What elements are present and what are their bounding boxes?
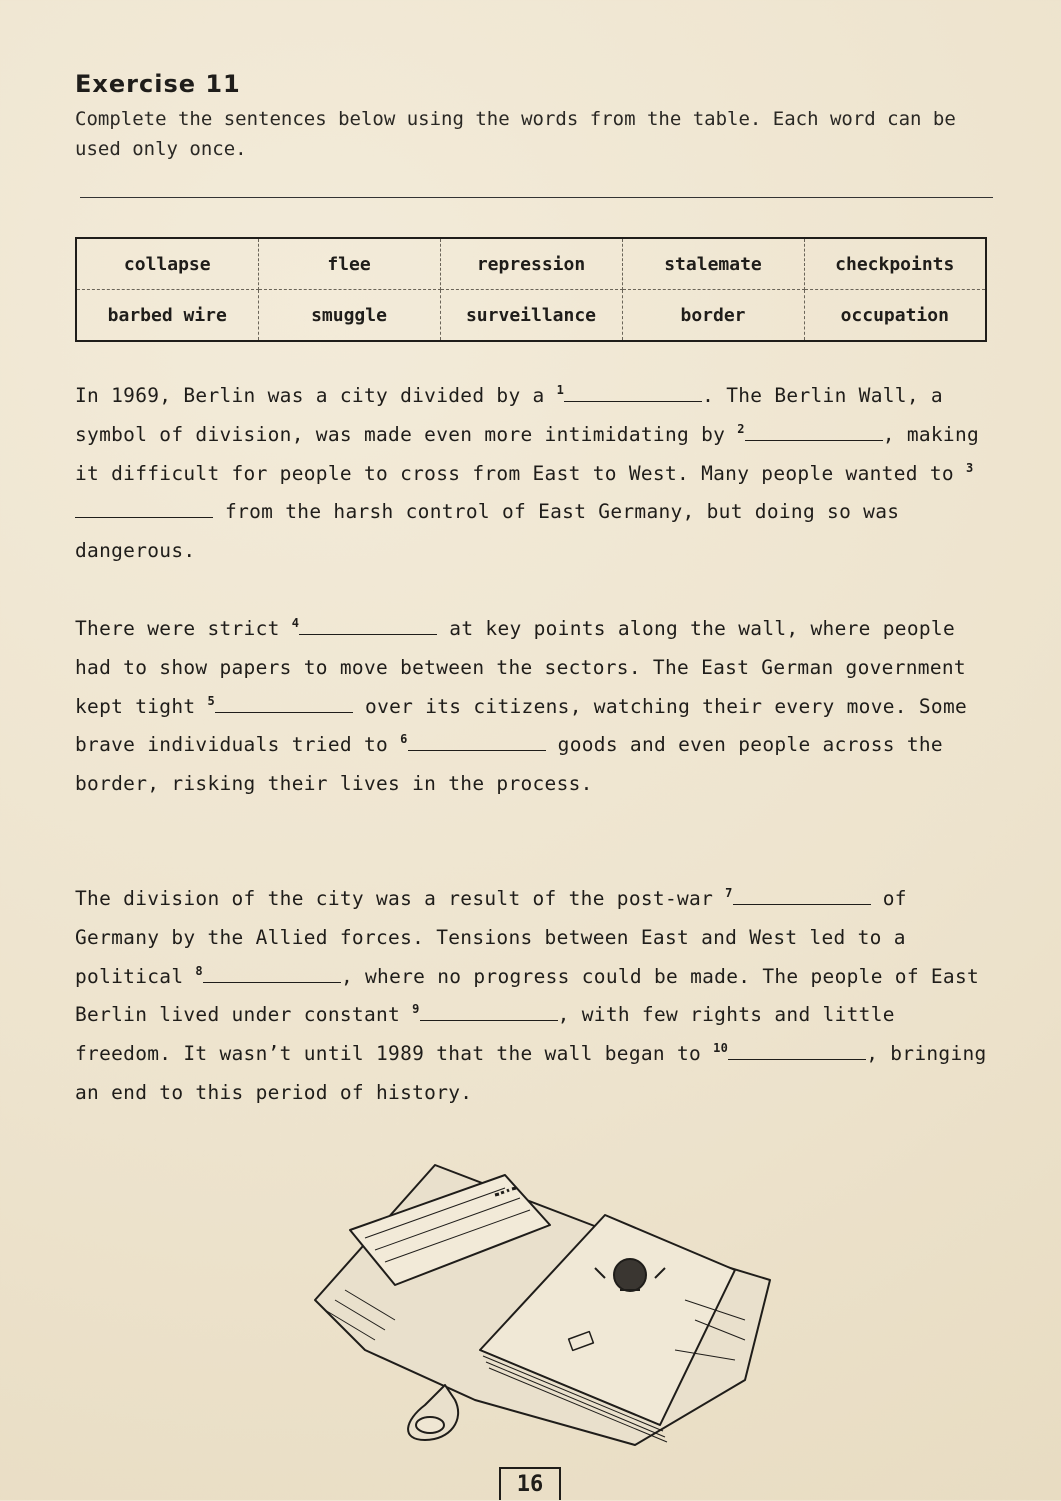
paragraph-1: [75, 377, 990, 571]
paragraph-text: goods and even people across the border, risking their lives in the process.: [75, 733, 943, 796]
blank-number: 2: [737, 421, 745, 436]
blank-number: 8: [195, 963, 203, 978]
exercise-instructions: Complete the sentences below using the words from the table. Each word can be used only once.: [75, 108, 956, 160]
paragraph-text: over its citizens, watching their every move. Some brave individuals tried to: [75, 694, 968, 757]
word-cell: collapse: [76, 238, 258, 290]
blank-8[interactable]: [203, 960, 341, 983]
blank-number: 7: [725, 886, 733, 900]
divider: [80, 197, 993, 198]
blank-number: 1: [556, 383, 565, 397]
blank-number: 9: [412, 1002, 420, 1017]
passport-wallet-illustration: [305, 1150, 775, 1450]
word-table-row: [76, 238, 986, 290]
word-cell: occupation: [804, 290, 986, 342]
word-table-row: [76, 290, 986, 342]
word-cell: border: [622, 290, 804, 342]
paragraph-text: at key points along the wall, where people had to show papers to move between the sectors. The East German government kept tight: [75, 617, 966, 718]
blank-3[interactable]: [75, 495, 213, 518]
word-cell: stalemate: [622, 238, 804, 290]
paragraph-text: of Germany by the Allied forces. Tensions between East and West led to a political: [75, 887, 907, 988]
paragraph-text: The division of the city was a result of the post-war: [75, 887, 726, 910]
blank-6[interactable]: [408, 728, 546, 751]
word-cell: flee: [258, 238, 440, 290]
blank-4[interactable]: [299, 612, 437, 635]
blank-1[interactable]: [564, 379, 702, 402]
paragraph-text: . The Berlin Wall, a symbol of division, was made even more intimidating by: [75, 384, 943, 446]
blank-number: 4: [291, 616, 300, 630]
paragraph-2: [75, 610, 990, 804]
paragraph-text: , with few rights and little freedom. It wasn’t until 1989 that the wall began to: [75, 1003, 895, 1066]
word-cell: smuggle: [258, 290, 440, 342]
blank-2[interactable]: [745, 418, 883, 441]
blank-number: 10: [713, 1041, 729, 1056]
paragraph-text: from the harsh control of East Germany, but doing so was dangerous.: [75, 500, 900, 563]
word-cell: repression: [440, 238, 622, 290]
paragraph-text: , making it difficult for people to cross from East to West. Many people wanted to: [75, 422, 980, 485]
blank-7[interactable]: [733, 882, 871, 905]
paragraph-text: , bringing an end to this period of history.: [75, 1042, 987, 1104]
blank-number: 3: [965, 460, 974, 475]
blank-5[interactable]: [215, 690, 353, 713]
blank-10[interactable]: [728, 1037, 866, 1060]
paragraph-text: In 1969, Berlin was a city divided by a: [75, 384, 557, 407]
blank-number: 6: [400, 732, 408, 747]
word-cell: checkpoints: [804, 238, 986, 290]
word-cell: surveillance: [440, 290, 622, 342]
page-number: 16: [499, 1467, 561, 1500]
word-cell: barbed wire: [76, 290, 258, 342]
exercise-title: Exercise 11: [75, 70, 241, 98]
blank-9[interactable]: [420, 998, 558, 1021]
paragraph-text: , where no progress could be made. The people of East Berlin lived under constant: [75, 964, 980, 1027]
paragraph-text: There were strict: [75, 617, 292, 640]
paragraph-3: [75, 880, 990, 1113]
blank-number: 5: [207, 693, 215, 708]
word-table: [75, 237, 987, 342]
